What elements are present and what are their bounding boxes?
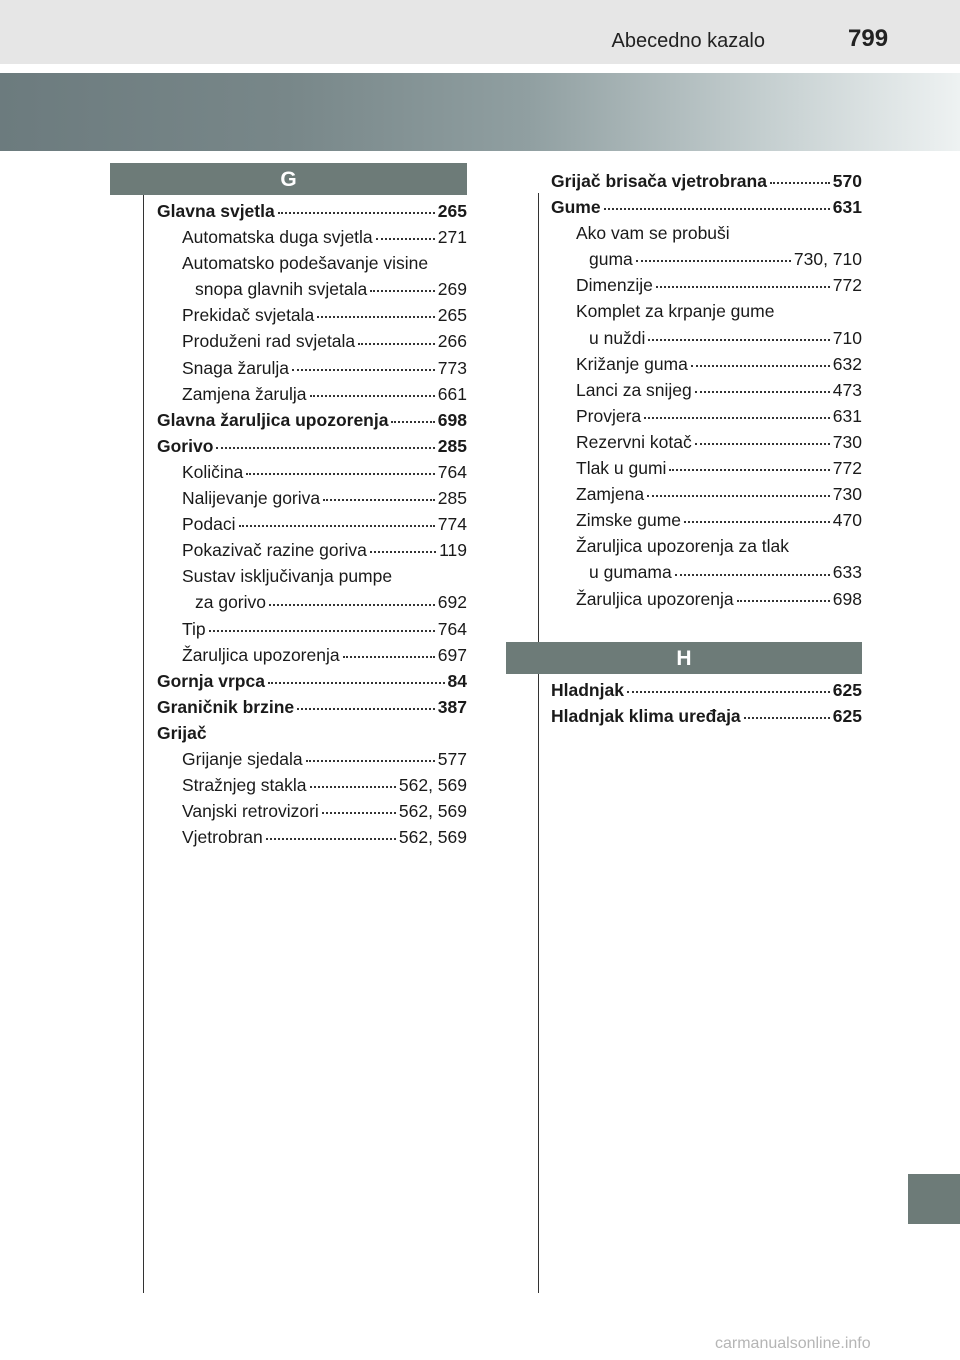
index-entry-page: 661 [437,383,467,404]
index-entry [551,194,862,220]
index-entry-label: Tip [182,618,206,639]
index-entry [551,298,862,324]
index-entry-label: Grijač brisača vjetrobrana [551,171,767,191]
dot-leader [636,260,791,262]
dot-leader [695,443,830,445]
index-entry-label: Zamjena žarulja [182,383,307,404]
dot-leader [391,421,434,423]
right-column-rule [538,193,539,1293]
index-entry-label: Vanjski retrovizori [182,801,319,822]
index-entry-label: za gorivo [195,592,267,613]
index-entry-label: Nalijevanje goriva [182,488,321,509]
index-entry [551,703,862,729]
index-entry-label: Lanci za snijeg [576,379,692,400]
dot-leader [269,604,435,606]
index-entry-label: u gumama [589,562,672,583]
index-entry-page: 285 [437,488,467,509]
index-entry-page: 84 [447,670,467,691]
dot-leader [323,499,435,501]
index-entry [551,168,862,194]
index-list-left [157,198,467,850]
index-entry-label: Produženi rad svjetala [182,331,356,352]
letter-header-h: H [506,642,862,674]
index-entry-page: 265 [437,305,467,326]
index-entry [551,403,862,429]
index-entry-page: 730, 710 [793,249,862,270]
index-entry [157,198,467,224]
index-entry [157,616,467,642]
index-entry-page: 764 [437,618,467,639]
index-entry-page: 570 [832,171,862,191]
index-entry [551,272,862,298]
index-entry-label: guma [589,249,633,270]
index-entry-page: 772 [832,458,862,479]
index-entry-label: Gume [551,197,601,218]
index-entry-label: Gorivo [157,435,214,456]
dot-leader [684,521,830,523]
section-title: Abecedno kazalo [611,30,765,52]
index-entry [551,586,862,612]
index-entry-label: Tlak u gumi [576,458,667,479]
index-entry-page: 119 [439,540,467,561]
index-entry [551,677,862,703]
index-entry [157,250,467,276]
index-entry-page: 265 [437,201,467,221]
dot-leader [343,656,435,658]
header-bar [0,0,960,64]
index-entry-page: 730 [832,431,862,452]
dot-leader [370,551,436,553]
index-entry-label: Automatska duga svjetla [182,227,373,248]
dot-leader [297,708,435,710]
dot-leader [656,286,830,288]
chapter-tab-marker [908,1174,960,1224]
index-entry [157,328,467,354]
index-entry-label: Glavna svjetla [157,201,275,221]
index-entry-label: Stražnjeg stakla [182,775,307,796]
dot-leader [266,838,396,840]
index-entry-label: Provjera [576,405,642,426]
index-entry-label: Gornja vrpca [157,670,265,691]
index-entry-page: 772 [832,275,862,296]
index-entry [551,246,862,272]
dot-leader [209,630,435,632]
index-entry [157,276,467,302]
index-entry [551,325,862,351]
index-entry-label: u nuždi [589,327,646,348]
index-entry-page: 730 [832,484,862,505]
index-entry-label: Hladnjak [551,680,624,700]
index-entry-label: Zimske gume [576,510,682,531]
dot-leader [246,473,435,475]
index-entry [551,533,862,559]
dot-leader [648,339,829,341]
index-entry [551,507,862,533]
left-column-rule [143,193,144,1293]
index-entry [157,668,467,694]
index-entry-label: Hladnjak klima uređaja [551,706,741,727]
dot-leader [292,369,435,371]
dot-leader [669,469,829,471]
dot-leader [744,717,830,719]
index-entry-page: 269 [437,279,467,300]
index-entry [157,407,467,433]
index-entry-page: 633 [832,562,862,583]
index-entry-label: Grijanje sjedala [182,748,303,769]
dot-leader [358,343,435,345]
index-entry [157,720,467,746]
dot-leader [691,365,830,367]
index-entry [157,746,467,772]
index-entry-page: 698 [832,588,862,609]
index-entry-page: 562, 569 [398,775,467,796]
index-entry [157,589,467,615]
dot-leader [627,691,830,693]
dot-leader [647,495,830,497]
index-entry-label: Grijač [157,722,207,743]
index-entry-label: Prekidač svjetala [182,305,315,326]
dot-leader [737,600,830,602]
index-entry-page: 631 [832,197,862,218]
index-entry-page: 562, 569 [398,801,467,822]
index-entry [551,455,862,481]
index-entry-label: Glavna žaruljica upozorenja [157,409,389,430]
index-entry [157,772,467,798]
index-entry [157,302,467,328]
letter-header-g: G [110,163,467,195]
index-entry [157,537,467,563]
index-entry [551,377,862,403]
index-entry-page: 692 [437,592,467,613]
index-entry [157,563,467,589]
index-list-right [551,168,862,612]
index-entry-label: Vjetrobran [182,827,263,848]
index-entry-label: Žaruljica upozorenja [576,588,734,609]
index-entry-label: Podaci [182,514,236,535]
index-entry [157,485,467,511]
dot-leader [370,290,435,292]
watermark: carmanualsonline.info [715,1335,871,1352]
index-entry [157,224,467,250]
index-entry [551,220,862,246]
index-entry-page: 387 [437,696,467,717]
dot-leader [644,417,830,419]
dot-leader [310,786,396,788]
index-entry-page: 631 [832,405,862,426]
index-entry-page: 698 [437,409,467,430]
index-entry-label: Sustav isključivanja pumpe [182,566,393,587]
index-entry-page: 632 [832,353,862,374]
index-entry-label: Žaruljica upozorenja za tlak [576,536,790,557]
index-entry [551,351,862,377]
dot-leader [770,182,830,184]
index-entry [157,824,467,850]
index-entry-page: 285 [437,435,467,456]
dot-leader [604,208,830,210]
decorative-banner [0,73,960,151]
dot-leader [268,682,445,684]
index-entry-label: snopa glavnih svjetala [195,279,368,300]
dot-leader [306,760,435,762]
index-list-right-h [551,677,862,729]
index-entry-page: 773 [437,357,467,378]
index-entry-page: 697 [437,644,467,665]
index-entry [551,481,862,507]
index-entry-page: 625 [832,706,862,727]
index-entry-page: 266 [437,331,467,352]
dot-leader [278,212,435,214]
dot-leader [322,812,396,814]
index-entry-label: Rezervni kotač [576,431,692,452]
index-entry-page: 625 [832,680,862,700]
dot-leader [216,447,434,449]
index-entry-page: 710 [832,327,862,348]
index-entry [157,642,467,668]
dot-leader [695,391,830,393]
index-entry [551,559,862,585]
dot-leader [310,395,435,397]
dot-leader [317,316,435,318]
index-entry-page: 577 [437,748,467,769]
index-entry [157,511,467,537]
dot-leader [239,525,435,527]
index-entry-label: Količina [182,461,244,482]
index-entry-label: Pokazivač razine goriva [182,540,367,561]
index-entry [551,429,862,455]
index-entry-label: Graničnik brzine [157,696,295,717]
dot-leader [376,238,435,240]
index-entry-page: 271 [437,227,467,248]
index-entry-label: Žaruljica upozorenja [182,644,340,665]
index-entry-page: 562, 569 [398,827,467,848]
index-entry-label: Snaga žarulja [182,357,290,378]
index-entry-page: 764 [437,461,467,482]
index-entry-page: 470 [832,510,862,531]
index-entry [157,459,467,485]
index-entry-page: 774 [437,514,467,535]
index-entry-label: Automatsko podešavanje visine [182,253,429,274]
index-entry-label: Zamjena [576,484,645,505]
index-entry-label: Ako vam se probuši [576,223,730,244]
index-entry [157,694,467,720]
index-entry-page: 473 [832,379,862,400]
index-entry-label: Dimenzije [576,275,653,296]
index-entry-label: Komplet za krpanje gume [576,301,775,322]
index-entry [157,381,467,407]
index-entry [157,798,467,824]
page-number: 799 [848,25,889,52]
dot-leader [675,574,830,576]
index-entry [157,433,467,459]
index-entry-label: Križanje guma [576,353,688,374]
index-entry [157,355,467,381]
